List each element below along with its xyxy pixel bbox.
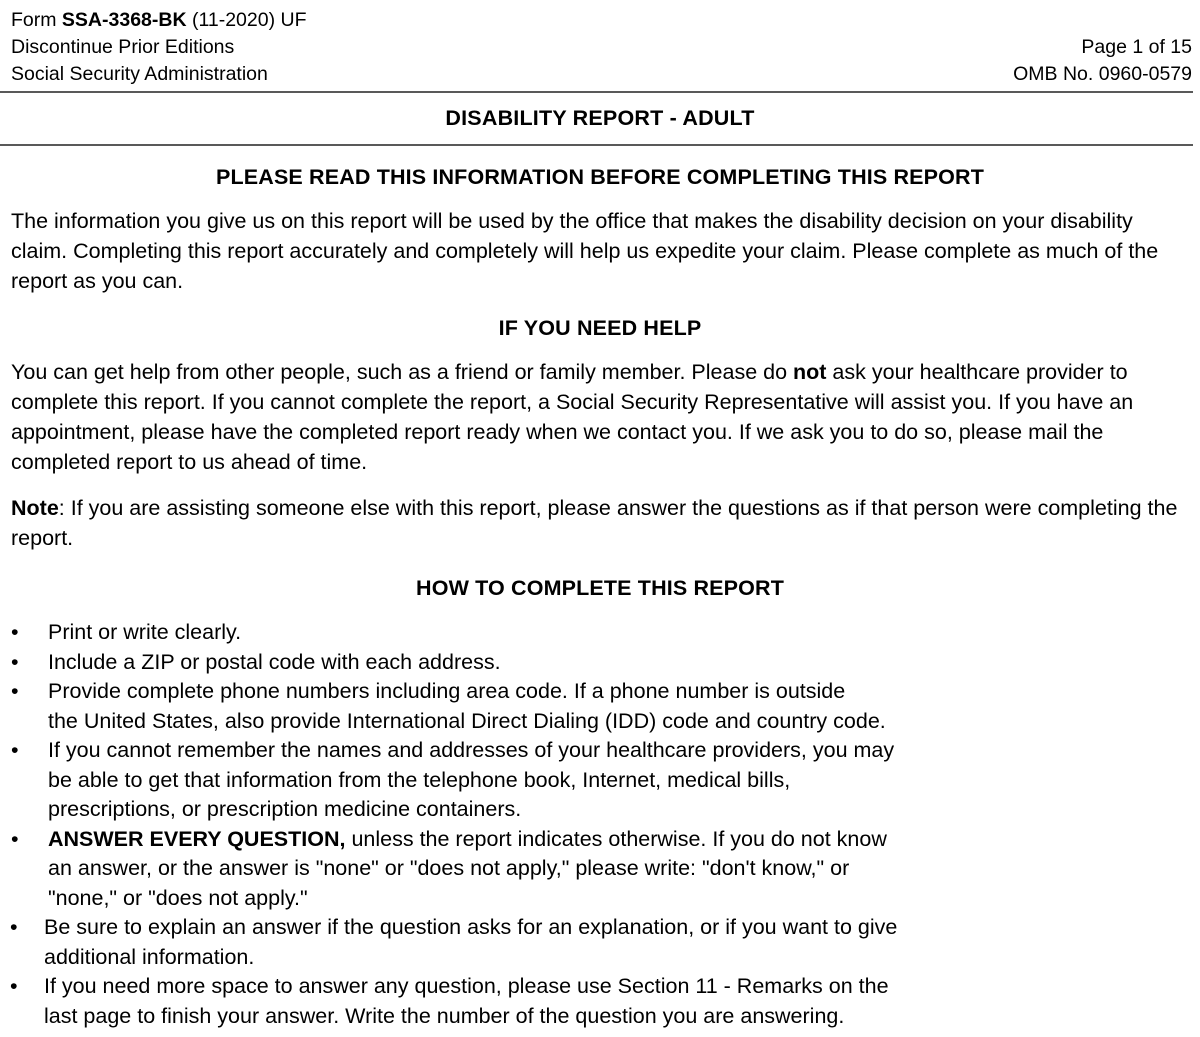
bullet-item [0,736,1200,825]
omb-number-line: OMB No. 0960-0579 [1013,63,1192,85]
bullet-bold-lead: ANSWER EVERY QUESTION, [48,826,346,851]
help-line-2: provider to complete this report. If you cannot complete the report, a Social Security Representative will [11,360,1128,414]
bullet-line: the United States, also provide International Direct Dialing (IDD) code and country code. [48,708,886,733]
agency-name-line: Social Security Administration [11,63,268,85]
help-emphasis-not: not [793,360,827,384]
bullet-dot-icon: • [11,738,19,762]
bullet-line: an answer, or the answer is "none" or "does not apply," please write: "don't know," or [48,856,850,880]
bullet-line: If you cannot remember the names and addresses of your healthcare providers, you may [48,738,895,762]
bullet-line: Print or write clearly. [48,620,242,644]
document-header [0,0,1200,88]
bullet-line: Provide complete phone numbers including area code. If a phone number is outside [48,679,846,703]
help-line-3: assist you. If you have an appointment, please have the completed report ready when we contact you. If we [11,390,1134,444]
bullet-item [0,913,1200,972]
please-read-heading: PLEASE READ THIS INFORMATION BEFORE COMPLETING THIS REPORT [216,165,984,189]
intro-line-2: your disability claim. Completing this report accurately and completely will help us expedite your claim. [11,209,1133,263]
help-paragraph [0,357,1200,477]
bullet-line: ANSWER EVERY QUESTION, unless the report indicates otherwise. If you do not know [48,826,887,851]
bullet-dot-icon: • [11,620,19,644]
bullet-dot-icon: • [11,679,19,703]
help-line-4: ask you to do so, please mail the completed report to us ahead of time. [11,420,1104,474]
page-title: DISABILITY REPORT - ADULT [445,106,755,130]
bullet-line: additional information. [44,944,255,969]
bullet-item [0,825,1200,914]
bullet-dot-icon: • [10,974,18,998]
bullet-item [0,648,1200,678]
bullet-line: Include a ZIP or postal code with each address. [48,649,501,674]
bullet-item [0,618,1200,648]
form-number: SSA-3368-BK [61,9,187,31]
form-label: Form [11,9,62,31]
bullet-line: prescriptions, or prescription medicine containers. [48,797,522,821]
help-line-1a: You can get help from other people, such as a friend or family member. Please do [11,360,794,384]
bullet-dot-icon: • [11,649,19,674]
page-number-line: Page 1 of 15 [1081,36,1192,58]
intro-line-3: Please complete as much of the report as you can. [11,239,1159,293]
bullet-item [0,677,1200,736]
bullet-line: be able to get that information from the telephone book, Internet, medical bills, [48,767,791,792]
form-edition: (11-2020) UF [186,9,307,31]
header-right-block [1013,7,1192,88]
bullet-line: Be sure to explain an answer if the question asks for an explanation, or if you want to give [44,915,898,939]
bullet-dot-icon: • [10,915,18,939]
bullet-dot-icon: • [11,826,19,851]
instructions-bullet-list [0,601,1200,1031]
if-you-need-help-heading: IF YOU NEED HELP [498,316,702,340]
bullet-item [0,972,1200,1031]
bullet-line: "none," or "does not apply." [48,885,308,910]
discontinue-prior-editions-line: Discontinue Prior Editions [11,36,235,58]
note-paragraph [0,493,1200,553]
bullet-line: If you need more space to answer any question, please use Section 11 - Remarks on the [44,974,889,998]
intro-line-1: The information you give us on this report will be used by the office that makes the disability decision on [11,209,997,233]
form-number-line [11,7,307,34]
how-to-complete-heading: HOW TO COMPLETE THIS REPORT [416,576,784,600]
note-line-2: completing the report. [11,496,1178,550]
bullet-line: last page to finish your answer. Write the number of the question you are answering. [44,1003,845,1028]
header-left-block [11,7,307,88]
help-line-1b: ask your healthcare [826,360,1021,384]
note-label: Note [11,496,59,520]
intro-paragraph [0,206,1200,296]
note-line-1: : If you are assisting someone else with this report, please answer the questions as if that person were [58,496,1032,520]
